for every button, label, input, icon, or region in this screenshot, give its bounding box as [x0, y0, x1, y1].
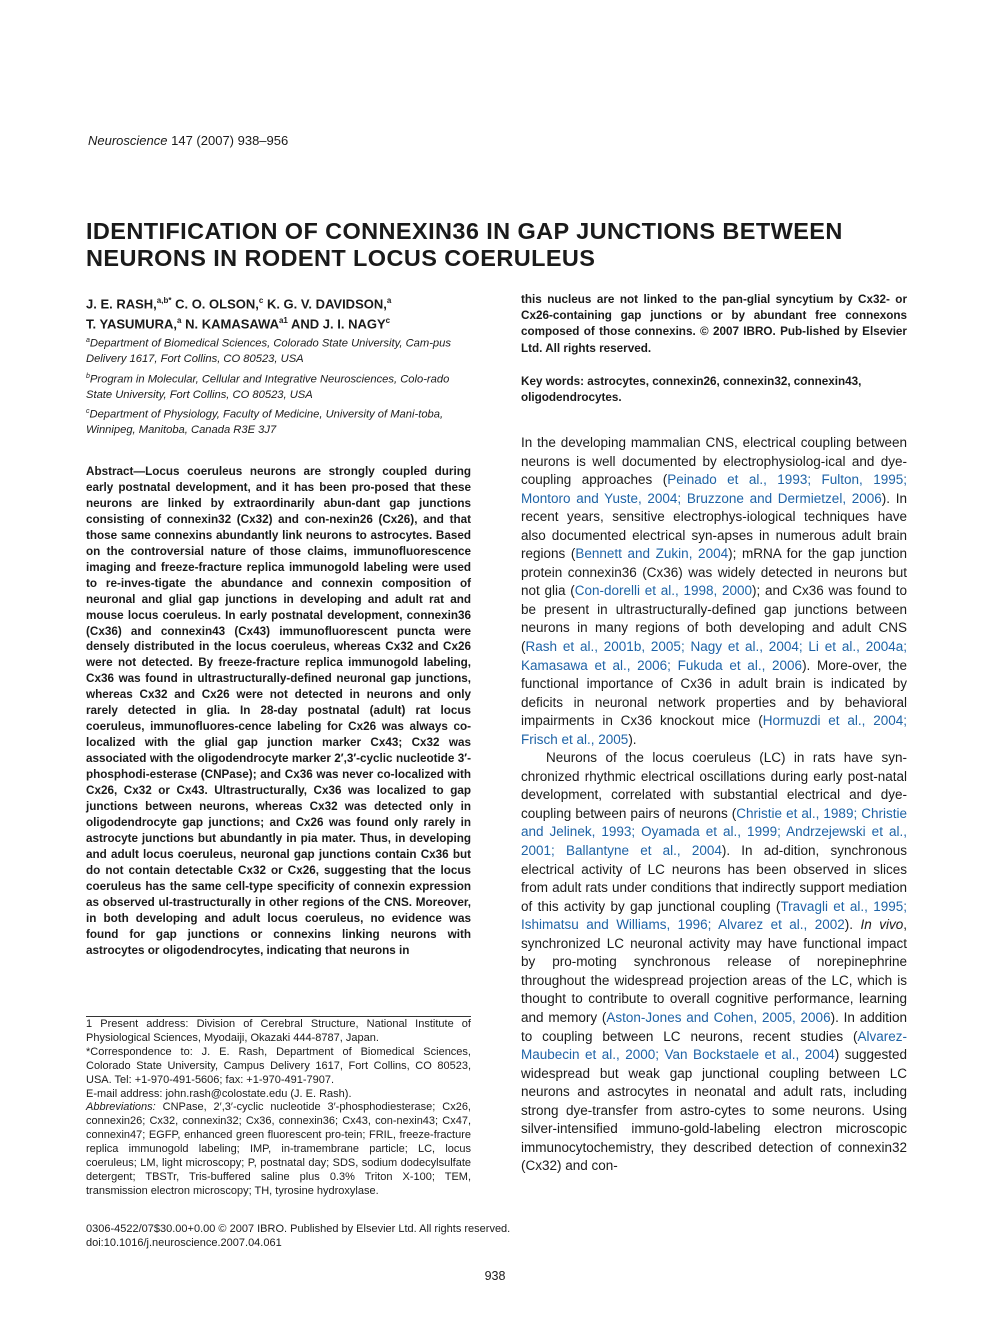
affiliation	[86, 369, 471, 403]
affiliation	[86, 333, 471, 367]
citation-link[interactable]: Bennett and Zukin, 2004	[575, 546, 729, 562]
footnote-correspondence: *Correspondence to: J. E. Rash, Department of Biomedical Sciences, Colorado State University, Campus Delivery 1617, Fort Collins, CO 80523, USA. Tel: +1-970-491-5606; fax: +1-970-491-7907.	[86, 1045, 471, 1086]
author: N. KAMASAWA	[181, 316, 279, 332]
affiliation-text: Department of Biomedical Sciences, Colorado State University, Cam-pus Delivery 1617, Fort Collins, CO 80523, USA	[86, 337, 451, 365]
body-text	[521, 434, 907, 1176]
body-text-run: ).	[844, 917, 861, 933]
author: T. YASUMURA,	[86, 316, 178, 332]
paragraph	[521, 434, 907, 749]
author-sup: a	[177, 316, 182, 326]
affiliation-sup: b	[86, 373, 90, 380]
body-text-run: ). More-over, the functional importance of Cx36 in adult brain is indicated by deficits in neuronal network properties and by behavioral impairments in Cx36 knockout mice (	[521, 657, 907, 729]
citation-link[interactable]: Aston-Jones and Cohen, 2005, 2006	[606, 1009, 831, 1025]
citation-link[interactable]: Con-dorelli et al., 1998, 2000	[574, 583, 753, 599]
body-text-run: ). In recent years, sensitive electrophys-iological techniques have also documented electrical syn-apses in numerous adult brain regions (	[521, 490, 907, 562]
citation-link[interactable]: Peinado et al., 1993; Fulton, 1995; Montoro and Yuste, 2004; Bruzzone and Dermietzel, 2006	[521, 472, 907, 506]
journal-volume: 147 (2007) 938–956	[171, 133, 289, 148]
abbreviations-text: CNPase, 2′,3′-cyclic nucleotide 3′-phosphodiesterase; Cx26, connexin26; Cx32, connexin32; Cx36, connexin36; Cx43, con-nexin43; Cx47, connexin47; EGFP, enhanced green fluorescent pro-tein; FRIL, freeze-fracture replica immunogold labeling; IMP, in-tramembrane particle; LC, locus coeruleus; LM, light microscopy; P, postnatal day; SDS, sodium dodecylsulfate detergent; TBSTr, Tris-buffered saline plus 0.3% Triton X-100; TEM, transmission electron microscopy; TH, tyrosine hydroxylase.	[86, 1101, 471, 1197]
author: J. E. RASH,	[86, 296, 157, 312]
footnotes	[86, 1018, 471, 1199]
affiliation-sup: a	[86, 337, 90, 344]
affiliation-sup: c	[86, 408, 90, 415]
body-text-run: ). In ad-dition, synchronous electrical activity of LC neurons has been observed in slices from adult rats under conditions that indirectly support mediation of this activity by gap junctional coupling (	[521, 843, 907, 914]
citation-link[interactable]: Hormuzdi et al., 2004; Frisch et al., 2005	[521, 713, 907, 747]
footnote-email: E-mail address: john.rash@colostate.edu (J. E. Rash).	[86, 1087, 352, 1100]
body-text-run: ); and Cx36 was found to be present in ultrastructurally-defined gap junctions between neurons in many regions of both developing and adult CNS (	[521, 583, 907, 655]
author-list	[86, 292, 476, 333]
body-text-run: ).	[628, 731, 637, 747]
copyright-block	[86, 1222, 586, 1250]
author-sup: c	[385, 316, 391, 326]
citation-link[interactable]: Travagli et al., 1995; Ishimatsu and Williams, 1996; Alvarez et al., 2002	[521, 898, 907, 933]
affiliation	[86, 404, 471, 438]
affiliation-text: Department of Physiology, Faculty of Medicine, University of Mani-toba, Winnipeg, Manitoba, Canada R3E 3J7	[86, 408, 444, 436]
page-number: 938	[484, 1269, 506, 1283]
abstract-continuation: this nucleus are not linked to the pan-glial syncytium by Cx32- or Cx26-containing gap junctions or by abundant free connexons composed of those connexins. © 2007 IBRO. Pub-lished by Elsevier Ltd. All rights reserved.	[521, 293, 907, 355]
footnote-present-address: 1 Present address: Division of Cerebral Structure, National Institute of Physiological Sciences, Myodaiji, Okazaki 444-8787, Japan.	[86, 1018, 471, 1044]
citation-link[interactable]: Rash et al., 2001b, 2005; Nagy et al., 2004; Li et al., 2004a; Kamasawa et al., 2006; Fukuda et al., 2006	[521, 639, 907, 673]
body-text-run: ) suggested widespread but weak gap junctional coupling between LC neurons and astrocytes in neonatal and adult rats, including strong dye-transfer from astro-cytes to some neurons. Using silver-intensified immuno-gold-labeling electron microscopic immunocytochemistry, they described detection of connexin32 (Cx32) and con-	[521, 1047, 908, 1174]
body-text-run: In the developing mammalian CNS, electrical coupling between neurons is well documented by electrophysiolog-ical and dye-coupling approaches (	[521, 435, 907, 488]
affiliation-text: Program in Molecular, Cellular and Integrative Neurosciences, Colo-rado State University, Fort Collins, CO 80523, USA	[86, 373, 450, 401]
author-sup: a,b*	[156, 296, 172, 305]
body-text-run: , synchronized LC neuronal activity may have functional impact by pro-moting synchronous release of norepinephrine throughout the widespread projection areas of the LC, which is thought to contribute to overall cognitive performance, learning and memory (	[521, 917, 907, 1025]
author-sup: a	[386, 296, 392, 305]
body-text-run: ); mRNA for the gap junction protein connexin36 (Cx36) was widely detected in neurons but not glia (	[521, 546, 907, 599]
author: C. O. OLSON,	[171, 296, 259, 312]
article-title: IDENTIFICATION OF CONNEXIN36 IN GAP JUNCTIONS BETWEEN NEURONS IN RODENT LOCUS COERULEUS	[86, 218, 843, 271]
body-text-run: Neurons of the locus coeruleus (LC) in rats have syn-chronized rhythmic electrical oscillations during early post-natal development, correlated with substantial electrical and dye-coupling between pairs of neurons (	[521, 750, 907, 821]
author: AND J. I. NAGY	[287, 316, 386, 332]
footnote-divider	[86, 1016, 471, 1017]
journal-citation	[88, 133, 288, 148]
author-sup: a1	[278, 316, 288, 326]
author-sup: c	[258, 296, 264, 305]
citation-link[interactable]: Christie et al., 1989; Christie and Jelinek, 1993; Oyamada et al., 1999; Andrzejewski et al., 2001; Ballantyne et al., 2004	[521, 805, 907, 859]
abstract: Abstract—Locus coeruleus neurons are strongly coupled during early postnatal development, and it has been pro-posed that these neurons are linked by extraordinarily abun-dant gap junctions consisting of connexin32 (Cx32) and con-nexin26 (Cx26), and that those same connexins abundantly link neurons to astrocytes. Based on the controversial nature of those claims, immunofluorescence imaging and freeze-fracture replica immunogold labeling were used to re-inves-tigate the abundance and connexin composition of neuronal and glial gap junctions in developing and adult rat and mouse locus coeruleus. In early postnatal development, connexin36 (Cx36) and connexin43 (Cx43) immunofluorescent puncta were densely distributed in the locus coeruleus, whereas Cx32 and Cx26 were not detected. By freeze-fracture replica immunogold labeling, Cx36 was found in ultrastructurally-defined neuronal gap junctions, whereas Cx32 and Cx26 were not detected in neurons and only rarely detected in glia. In 28-day postnatal (adult) rat locus coeruleus, immunofluores-cence labeling for Cx26 was always co-localized with the glial gap junction marker Cx43; Cx32 was associated with the oligodendrocyte marker 2′,3′-cyclic nucleotide 3′-phosphodi-esterase (CNPase); and Cx36 was never co-localized with Cx26, Cx32 or Cx43. Ultrastructurally, Cx36 was localized to gap junctions between neurons, whereas Cx32 was detected only in oligodendrocyte gap junctions; and Cx26 was found only rarely in astrocyte junctions but abundantly in pia mater. Thus, in developing and adult locus coeruleus, neuronal gap junctions contain Cx36 but do not contain detectable Cx32 or Cx26, suggesting that the locus coeruleus has the same cell-type specificity of connexin expression as observed ul-trastructurally in other regions of the CNS. Moreover, in both developing and adult locus coeruleus, no evidence was found for gap junctions or connexins linking neurons with astrocytes or oligodendrocytes, indicating that neurons in	[86, 465, 471, 957]
keywords: Key words: astrocytes, connexin26, connexin32, connexin43, oligodendrocytes.	[521, 375, 862, 405]
footnote-abbreviations	[86, 1101, 471, 1198]
abbreviations-label: Abbreviations:	[86, 1101, 156, 1114]
paragraph	[521, 749, 907, 1176]
author: K. G. V. DAVIDSON,	[263, 296, 387, 312]
body-text-run: ). In addition to coupling between LC neurons, recent studies (	[521, 1009, 907, 1044]
journal-name: Neuroscience	[88, 133, 168, 148]
copyright-line: 0306-4522/07$30.00+0.00 © 2007 IBRO. Published by Elsevier Ltd. All rights reserved.	[86, 1223, 511, 1235]
citation-link[interactable]: Alvarez-Maubecin et al., 2000; Van Bockstaele et al., 2004	[521, 1028, 907, 1063]
doi-line[interactable]: doi:10.1016/j.neuroscience.2007.04.061	[86, 1237, 282, 1249]
italic-text: In vivo	[860, 917, 904, 933]
